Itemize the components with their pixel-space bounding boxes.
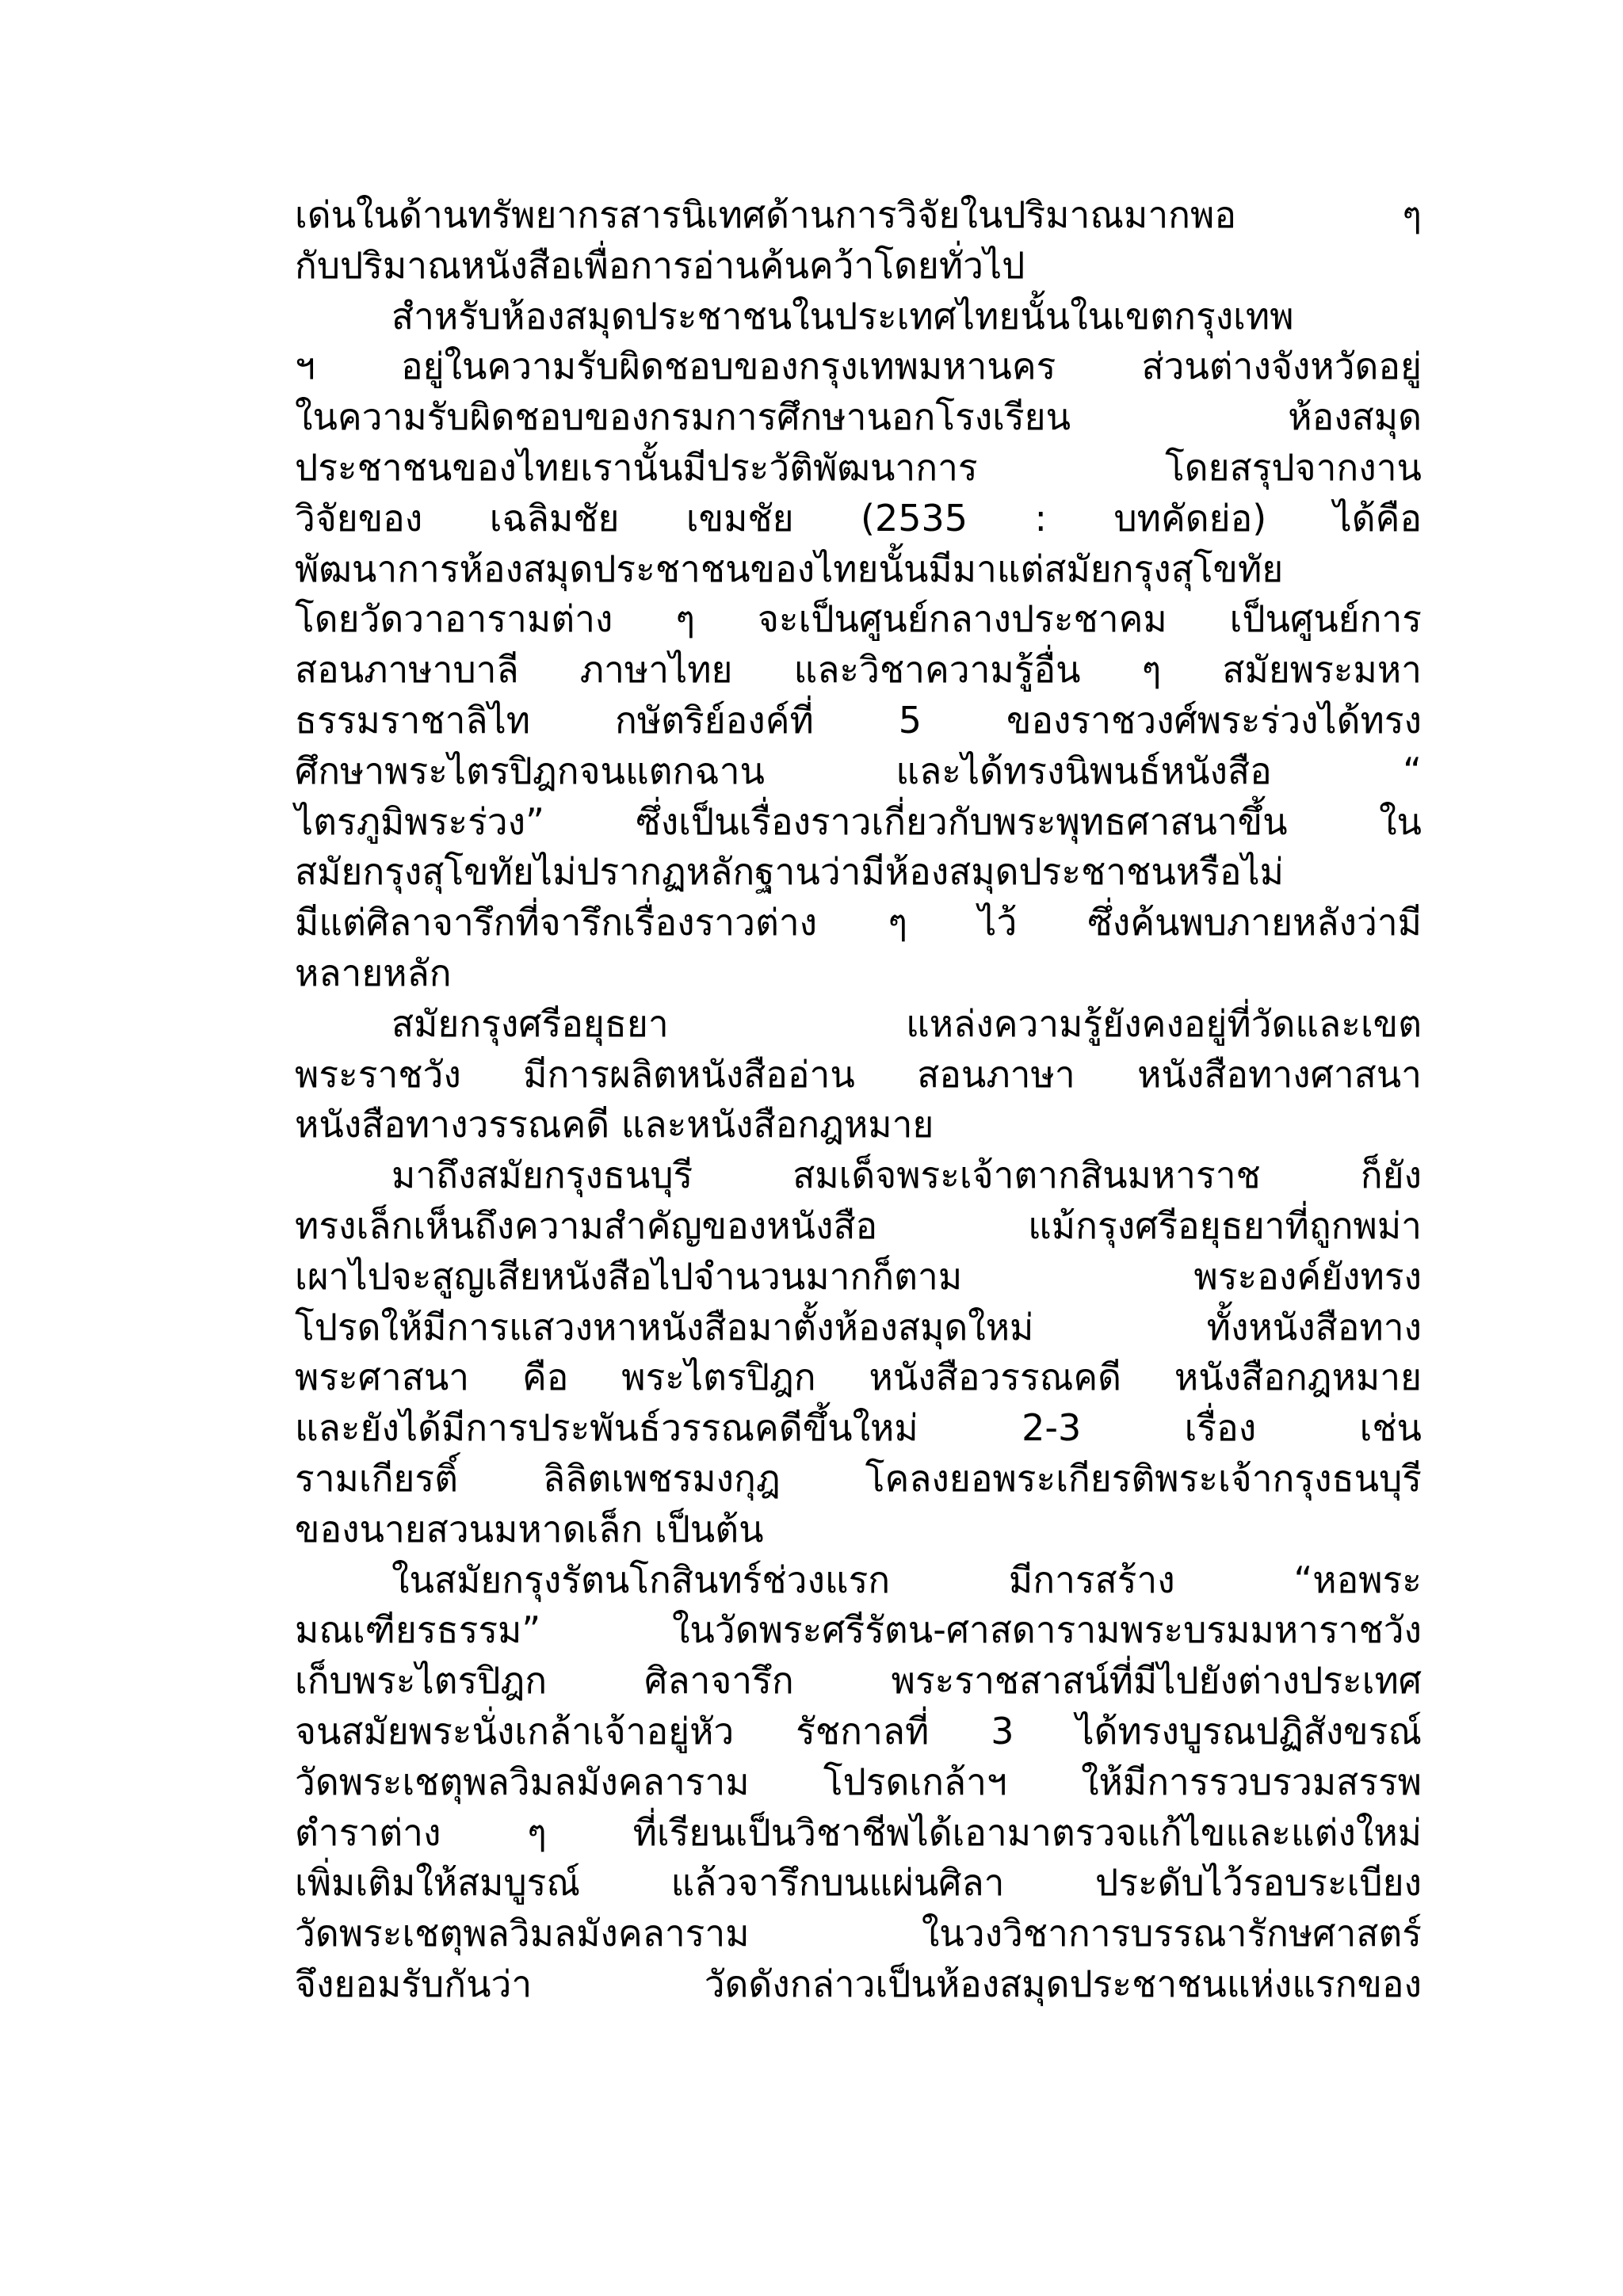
text-line: มีแต่ศิลาจารึกที่จารึกเรื่องราวต่าง ๆ ไว้ ซึ่งค้นพบภายหลังว่ามี (295, 901, 1422, 944)
paragraph-first-line: มาถึงสมัยกรุงธนบุรี สมเด็จพระเจ้าตากสินมหาราช ก็ยัง (391, 1154, 1422, 1197)
text-line: ประชาชนของไทยเรานั้นมีประวัติพัฒนาการ โดยสรุปจากงาน (295, 445, 1422, 489)
text-line: วัดพระเชตุพลวิมลมังคลาราม โปรดเกล้าฯ ให้มีการรวบรวมสรรพ (295, 1760, 1422, 1803)
text-line: เก็บพระไตรปิฎก ศิลาจารึก พระราชสาสน์ที่มีไปยังต่างประเทศ (295, 1659, 1422, 1703)
text-line: สอนภาษาบาลี ภาษาไทย และวิชาความรู้อื่น ๆ สมัยพระมหา (295, 648, 1422, 692)
text-line: ธรรมราชาลิไท กษัตริย์องค์ที่ 5 ของราชวงศ์พระร่วงได้ทรง (295, 698, 1422, 742)
text-line: และยังได้มีการประพันธ์วรรณคดีขึ้นใหม่ 2-3 เรื่อง เช่น (295, 1406, 1422, 1450)
text-line: หนังสือทางวรรณคดี และหนังสือกฎหมาย (295, 1103, 934, 1146)
text-line: จึงยอมรับกันว่า วัดดังกล่าวเป็นห้องสมุดประชาชนแห่งแรกของ (295, 1962, 1422, 2005)
text-line: วัดพระเชตุพลวิมลมังคลาราม ในวงวิชาการบรรณารักษศาสตร์ (295, 1912, 1422, 1955)
text-line: ของนายสวนมหาดเล็ก เป็นต้น (295, 1507, 764, 1550)
body-text (295, 190, 1422, 2010)
text-line: พัฒนาการห้องสมุดประชาชนของไทยนั้นมีมาแต่สมัยกรุงสุโขทัย (295, 547, 1284, 590)
text-line: เผาไปจะสูญเสียหนังสือไปจำนวนมากก็ตาม พระองค์ยังทรง (295, 1254, 1422, 1298)
text-line: ในความรับผิดชอบของกรมการศึกษานอกโรงเรียน ห้องสมุด (295, 395, 1422, 439)
text-line: มณเฑียรธรรม” ในวัดพระศรีรัตน-ศาสดารามพระบรมมหาราชวัง (295, 1608, 1422, 1652)
text-line: กับปริมาณหนังสือเพื่อการอ่านค้นคว้าโดยทั่วไป (295, 243, 1025, 287)
text-line: วิจัยของ เฉลิมชัย เขมชัย (2535 : บทคัดย่อ) ได้คือ (295, 496, 1422, 540)
text-line: รามเกียรติ์ ลิลิตเพชรมงกุฎ โคลงยอพระเกียรติพระเจ้ากรุงธนบุรี (295, 1456, 1422, 1500)
text-line: ตำราต่าง ๆ ที่เรียนเป็นวิชาชีพได้เอามาตรวจแก้ไขและแต่งใหม่ (295, 1810, 1422, 1854)
paragraph-first-line: สมัยกรุงศรีอยุธยา แหล่งความรู้ยังคงอยู่ที่วัดและเขต (391, 1001, 1422, 1045)
text-line: ฯ อยู่ในความรับผิดชอบของกรุงเทพมหานคร ส่วนต่างจังหวัดอยู่ (295, 345, 1422, 388)
paragraph-first-line: ในสมัยกรุงรัตนโกสินทร์ช่วงแรก มีการสร้าง “หอพระ (391, 1558, 1422, 1601)
text-line: สมัยกรุงสุโขทัยไม่ปรากฏหลักฐานว่ามีห้องสมุดประชาชนหรือไม่ (295, 850, 1284, 894)
text-line: พระราชวัง มีการผลิตหนังสืออ่าน สอนภาษา หนังสือทางศาสนา (295, 1052, 1422, 1096)
text-line: เด่นในด้านทรัพยากรสารนิเทศด้านการวิจัยในปริมาณมากพอ ๆ (295, 193, 1422, 236)
text-line: จนสมัยพระนั่งเกล้าเจ้าอยู่หัว รัชกาลที่ 3 ได้ทรงบูรณปฏิสังขรณ์ (295, 1709, 1422, 1753)
text-line: ทรงเล็กเห็นถึงความสำคัญของหนังสือ แม้กรุงศรีอยุธยาที่ถูกพม่า (295, 1203, 1422, 1247)
text-line: ไตรภูมิพระร่วง” ซึ่งเป็นเรื่องราวเกี่ยวกับพระพุทธศาสนาขึ้น ใน (295, 799, 1422, 843)
paragraph-first-line: สำหรับห้องสมุดประชาชนในประเทศไทยนั้นในเขตกรุงเทพ (391, 294, 1294, 338)
text-line: หลายหลัก (295, 951, 452, 994)
text-line: เพิ่มเติมให้สมบูรณ์ แล้วจารึกบนแผ่นศิลา ประดับไว้รอบระเบียง (295, 1861, 1422, 1905)
text-line: โดยวัดวาอารามต่าง ๆ จะเป็นศูนย์กลางประชาคม เป็นศูนย์การ (295, 597, 1422, 641)
text-line: พระศาสนา คือ พระไตรปิฎก หนังสือวรรณคดี หนังสือกฎหมาย (295, 1356, 1422, 1399)
text-line: โปรดให้มีการแสวงหาหนังสือมาตั้งห้องสมุดใหม่ ทั้งหนังสือทาง (295, 1305, 1422, 1348)
text-line: ศึกษาพระไตรปิฎกจนแตกฉาน และได้ทรงนิพนธ์หนังสือ “ (295, 749, 1422, 792)
